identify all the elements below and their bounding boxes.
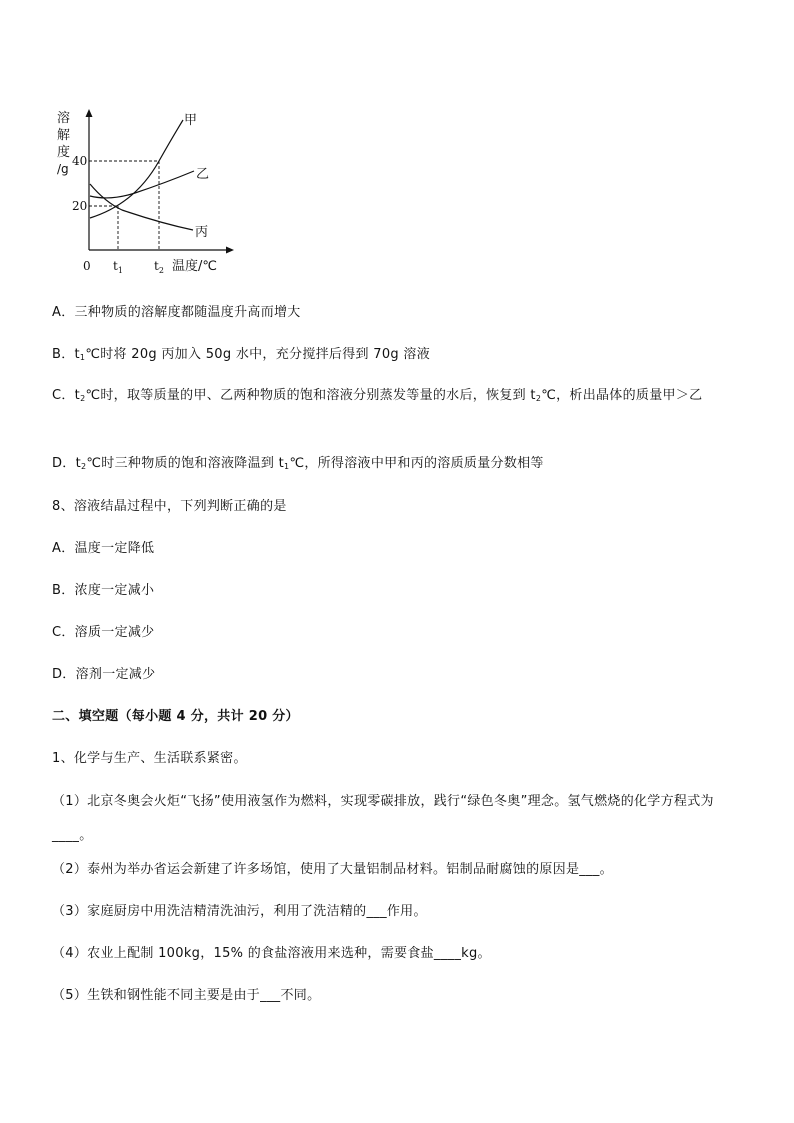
q7-option-c [52,379,746,416]
x-tick-base: t [154,259,159,273]
solubility-figure [50,100,250,280]
text: B．t [52,347,80,362]
x-axis-arrow [226,247,234,254]
q1-part-4: （4）农业上配制 100kg，15% 的食盐溶液用来选种，需要食盐____kg。 [52,946,491,961]
subscript: 1 [284,462,290,471]
x-axis-label: 温度/℃ [172,259,217,274]
q1-part-3: （3）家庭厨房中用洗洁精清洗油污，利用了洗洁精的___作用。 [52,904,427,919]
curve-label-jia: 甲 [184,113,198,128]
y-axis-arrow [86,109,93,117]
x-tick-label-t1 [113,259,123,275]
solubility-chart [50,100,250,280]
q8-option-d: D．溶剂一定减少 [52,667,156,682]
q1-part-1: （1）北京冬奥会火炬“飞扬”使用液氢作为燃料，实现零碳排放，践行“绿色冬奥”理念。氢气燃烧的化学方程式为____。 [52,794,714,843]
q1-part-2: （2）泰州为举办省运会新建了许多场馆，使用了大量铝制品材料。铝制品耐腐蚀的原因是___。 [52,862,613,877]
section-heading: 二、填空题（每小题 4 分，共计 20 分） [52,709,299,724]
text: ℃，所得溶液中甲和丙的溶质质量分数相等 [289,456,544,471]
q8-option-b: B．浓度一定减小 [52,583,155,598]
q8-option-c: C．溶质一定减少 [52,625,155,640]
text: ℃时三种物质的饱和溶液降温到 t [86,456,285,471]
q7-option-b [52,345,430,368]
x-tick-sub: 2 [158,266,164,275]
subscript: 1 [79,353,86,362]
subscript: 2 [80,394,86,403]
text: ℃时，取等质量的甲、乙两种物质的饱和溶液分别蒸发等量的水后，恢复到 t [85,388,536,403]
origin-label: 0 [83,259,91,273]
q1-part-5: （5）生铁和钢性能不同主要是由于___不同。 [52,988,321,1003]
q1-stem: 1、化学与生产、生活联系紧密。 [52,751,247,766]
x-tick-label-t2 [154,259,164,275]
y-tick-label: 40 [72,154,88,168]
subscript: 2 [535,394,542,403]
text: D．t [52,456,82,471]
ylabel-char: 溶 [57,111,71,126]
x-tick-sub: 1 [117,266,123,275]
text: C．t [52,388,81,403]
curve-label-yi: 乙 [196,167,210,182]
ylabel-char: 度 [57,145,71,160]
x-tick-base: t [113,259,118,273]
q7-option-a: A．三种物质的溶解度都随温度升高而增大 [52,305,301,320]
subscript: 2 [81,462,87,471]
curve-label-bing: 丙 [195,225,209,240]
q8-stem: 8、溶液结晶过程中，下列判断正确的是 [52,499,287,514]
ylabel-char: /g [57,162,69,176]
ylabel-char: 解 [57,128,71,143]
q7-option-d [52,454,544,477]
text: ℃时将 20g 丙加入 50g 水中，充分搅拌后得到 70g 溶液 [85,347,430,362]
curve-jia [90,120,183,218]
y-tick-label: 20 [72,199,88,213]
text: ℃，析出晶体的质量甲＞乙 [541,388,703,403]
q8-option-a: A．温度一定降低 [52,541,155,556]
